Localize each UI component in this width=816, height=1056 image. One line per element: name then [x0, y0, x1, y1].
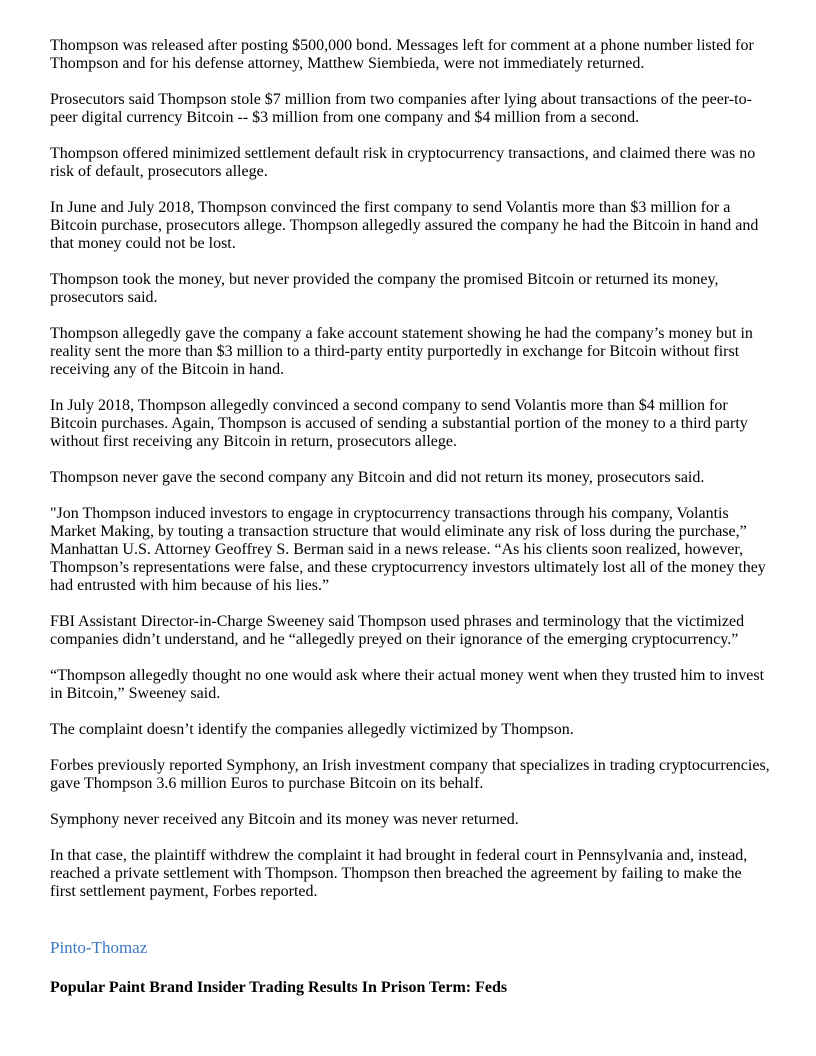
article-body	[50, 37, 770, 901]
related-article-headline: Popular Paint Brand Insider Trading Results In Prison Term: Feds	[50, 979, 508, 996]
article-paragraph: Thompson offered minimized settlement default risk in cryptocurrency transactions, and claimed there was no risk of default, prosecutors allege.	[50, 145, 756, 180]
article-paragraph: “Thompson allegedly thought no one would ask where their actual money went when they trusted him to invest in Bitcoin,” Sweeney said.	[50, 667, 765, 702]
article-paragraph: Thompson was released after posting $500,000 bond. Messages left for comment at a phone number listed for Thompson and for his defense attorney, Matthew Siembieda, were not immediately returned.	[50, 37, 754, 72]
article-paragraph: Thompson allegedly gave the company a fake account statement showing he had the company’s money but in reality sent the more than $3 million to a third-party entity purportedly in exchange for Bitcoin without first receiving any of the Bitcoin in hand.	[50, 325, 753, 378]
pinto-thomaz-link[interactable]: Pinto-Thomaz	[50, 938, 148, 957]
article-paragraph: In July 2018, Thompson allegedly convinced a second company to send Volantis more than $4 million for Bitcoin purchases. Again, Thompson is accused of sending a substantial portion of the money to a third party without first receiving any Bitcoin in return, prosecutors allege.	[50, 397, 748, 450]
article-paragraph: Symphony never received any Bitcoin and its money was never returned.	[50, 811, 519, 828]
article-paragraph: "Jon Thompson induced investors to engage in cryptocurrency transactions through his company, Volantis Market Making, by touting a transaction structure that would eliminate any risk of loss during the purchase,” Manhattan U.S. Attorney Geoffrey S. Berman said in a news release. “As his clients soon realized, however, Thompson’s representations were false, and these cryptocurrency investors ultimately lost all of the money they had entrusted with him because of his lies.”	[50, 505, 766, 594]
article-paragraph: In that case, the plaintiff withdrew the complaint it had brought in federal court in Pennsylvania and, instead, reached a private settlement with Thompson. Thompson then breached the agreement by failing to make the first settlement payment, Forbes reported.	[50, 847, 748, 900]
article-paragraph: Forbes previously reported Symphony, an Irish investment company that specializes in trading cryptocurrencies, gave Thompson 3.6 million Euros to purchase Bitcoin on its behalf.	[50, 757, 770, 792]
article-paragraph: FBI Assistant Director-in-Charge Sweeney said Thompson used phrases and terminology that the victimized companies didn’t understand, and he “allegedly preyed on their ignorance of the emerging cryptocurrency.”	[50, 613, 745, 648]
article-page	[50, 37, 770, 998]
article-paragraph: In June and July 2018, Thompson convinced the first company to send Volantis more than $3 million for a Bitcoin purchase, prosecutors allege. Thompson allegedly assured the company he had the Bitcoin in hand and that money could not be lost.	[50, 199, 759, 252]
article-paragraph: Thompson took the money, but never provided the company the promised Bitcoin or returned its money, prosecutors said.	[50, 271, 719, 306]
article-paragraph: The complaint doesn’t identify the companies allegedly victimized by Thompson.	[50, 721, 574, 738]
article-paragraph: Prosecutors said Thompson stole $7 million from two companies after lying about transactions of the peer-to-peer digital currency Bitcoin -- $3 million from one company and $4 million from a second.	[50, 91, 752, 126]
article-paragraph: Thompson never gave the second company any Bitcoin and did not return its money, prosecutors said.	[50, 469, 705, 486]
